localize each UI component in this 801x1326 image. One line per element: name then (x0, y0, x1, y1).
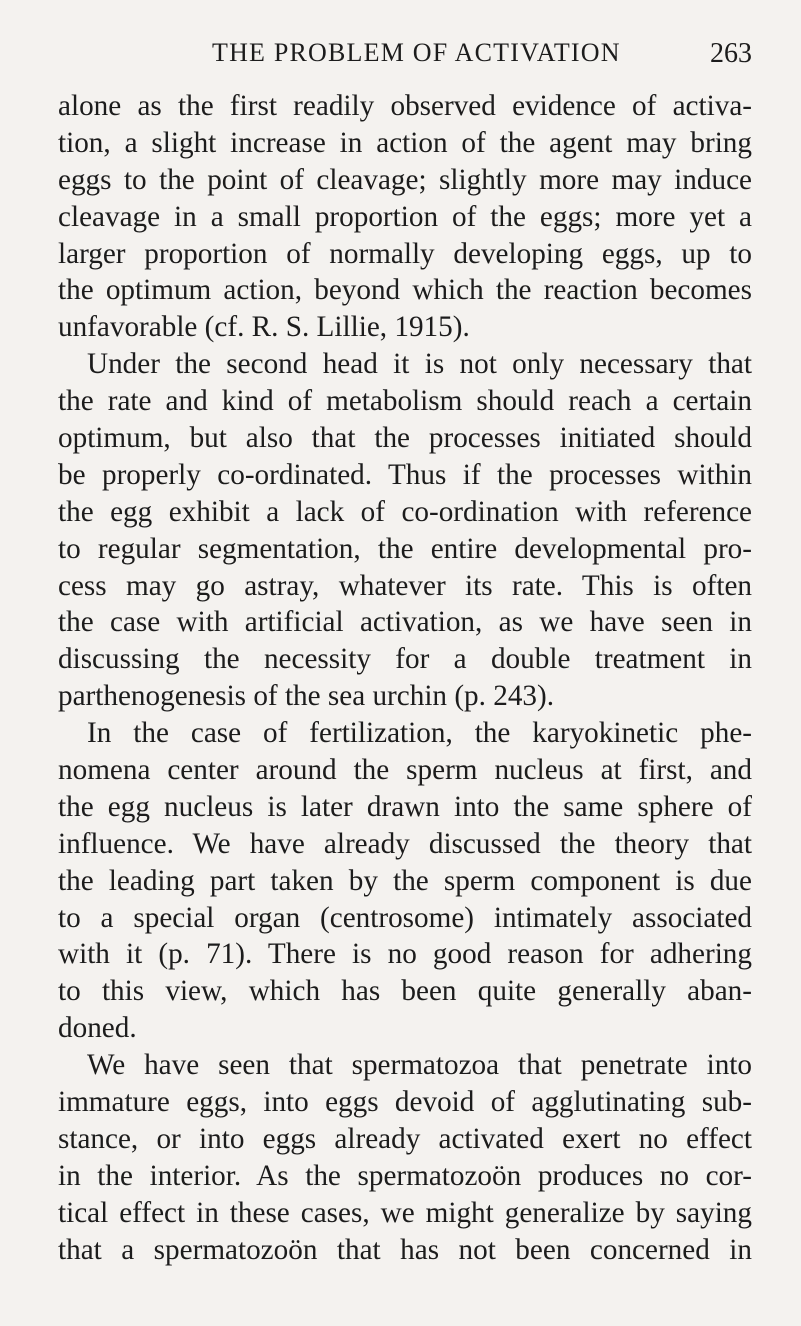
text-line: that a spermatozoön that has not been concerned in (58, 1233, 752, 1266)
text-line: be properly co-ordinated. Thus if the processes within (58, 458, 752, 491)
text-line: influence. We have already discussed the theory that (58, 827, 752, 860)
text-line: the egg nucleus is later drawn into the same sphere of (58, 790, 752, 823)
text-line: larger proportion of normally developing eggs, up to (58, 237, 752, 270)
text-line: in the interior. As the spermatozoön produces no cor- (58, 1159, 752, 1192)
running-title: THE PROBLEM OF ACTIVATION (212, 38, 621, 67)
text-line: In the case of fertilization, the karyokinetic phe- (87, 717, 752, 750)
text-line: optimum, but also that the processes initiated should (58, 422, 752, 455)
text-line: the rate and kind of metabolism should reach a certain (58, 385, 752, 418)
page-number: 263 (710, 38, 752, 69)
text-line: to regular segmentation, the entire developmental pro- (58, 532, 752, 565)
text-line: tion, a slight increase in action of the agent may bring (58, 126, 752, 159)
text-line: cleavage in a small proportion of the eggs; more yet a (58, 200, 752, 233)
text-line: the egg exhibit a lack of co-ordination with reference (58, 495, 752, 528)
text-line: alone as the first readily observed evidence of activa- (58, 90, 752, 122)
text-line: the leading part taken by the sperm component is due (58, 864, 752, 897)
text-line: doned. (58, 1012, 137, 1045)
text-line: nomena center around the sperm nucleus at first, and (58, 754, 752, 787)
text-line: parthenogenesis of the sea urchin (p. 243). (58, 680, 555, 713)
text-line: stance, or into eggs already activated exert no effect (58, 1122, 752, 1155)
text-line: to this view, which has been quite generally aban- (58, 975, 752, 1008)
text-line: to a special organ (centrosome) intimately associated (58, 901, 752, 934)
text-line: the optimum action, beyond which the reaction becomes (58, 274, 752, 307)
text-line: unfavorable (cf. R. S. Lillie, 1915). (58, 311, 470, 344)
text-line: with it (p. 71). There is no good reason for adhering (58, 938, 752, 971)
text-line: eggs to the point of cleavage; slightly more may induce (58, 163, 752, 196)
running-head (212, 38, 752, 78)
text-line: tical effect in these cases, we might generalize by saying (58, 1196, 752, 1229)
body-text (58, 88, 752, 1269)
text-line: We have seen that spermatozoa that penetrate into (87, 1049, 752, 1082)
text-line: discussing the necessity for a double treatment in (58, 643, 752, 676)
text-line: cess may go astray, whatever its rate. This is often (58, 569, 752, 602)
text-line: the case with artificial activation, as we have seen in (58, 606, 752, 639)
text-line: immature eggs, into eggs devoid of agglutinating sub- (58, 1086, 752, 1119)
text-line: Under the second head it is not only necessary that (87, 348, 752, 381)
